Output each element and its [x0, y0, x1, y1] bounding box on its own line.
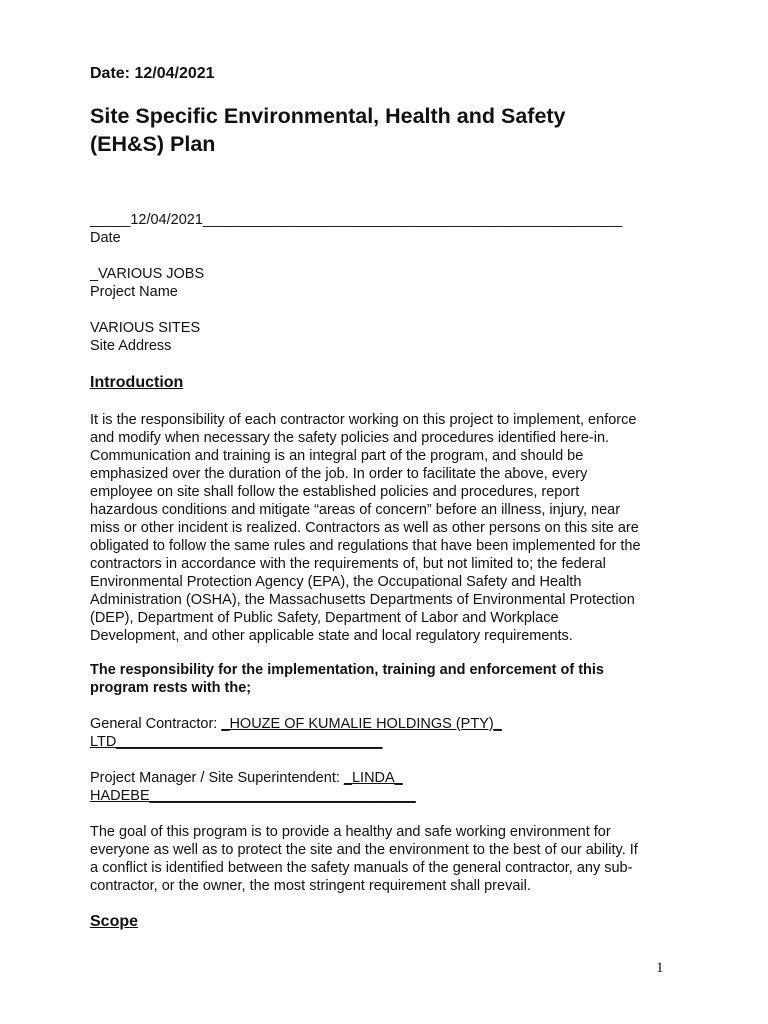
intro-line: (DEP), Department of Public Safety, Department of Labor and Workplace — [90, 610, 559, 626]
site-address-label: Site Address — [90, 338, 172, 354]
goal-line: contractor, or the owner, the most stringent requirement shall prevail. — [90, 878, 531, 894]
intro-line: It is the responsibility of each contractor working on this project to implement, enforce — [90, 412, 637, 428]
intro-line: emphasized over the duration of the job. In order to facilitate the above, every — [90, 466, 588, 482]
general-contractor-label: General Contractor: — [90, 716, 222, 732]
project-name-label: Project Name — [90, 284, 178, 300]
date-suffix-blank: ____________________________________________________ — [202, 212, 623, 228]
date-prefix-blank: _____ — [90, 212, 131, 228]
document-title — [90, 102, 566, 158]
general-contractor-value-cont: LTD_________________________________ — [90, 734, 383, 750]
date-value: 12/04/2021 — [130, 212, 203, 228]
date-field-label: Date — [90, 230, 121, 246]
scope-heading: Scope — [90, 913, 139, 930]
intro-line: contractors in accordance with the requirements of, but not limited to; the federal — [90, 556, 606, 572]
project-manager-label: Project Manager / Site Superintendent: — [90, 770, 344, 786]
intro-line: Environmental Protection Agency (EPA), the Occupational Safety and Health — [90, 574, 582, 590]
title-line-1: Site Specific Environmental, Health and Safety — [90, 104, 566, 128]
page-number: 1 — [656, 960, 664, 976]
site-address-value: VARIOUS SITES — [90, 320, 201, 336]
document-date: Date: 12/04/2021 — [90, 65, 215, 82]
goal-paragraph — [90, 823, 690, 895]
responsibility-statement — [90, 661, 690, 697]
title-line-2: (EH&S) Plan — [90, 132, 216, 156]
intro-line: employee on site shall follow the established policies and procedures, report — [90, 484, 580, 500]
responsibility-line: The responsibility for the implementation, training and enforcement of this — [90, 662, 604, 678]
goal-line: everyone as well as to protect the site and the environment to the best of our ability. If — [90, 842, 638, 858]
project-manager-field — [90, 769, 403, 787]
intro-line: miss or other incident is realized. Contractors as well as other persons on this site are — [90, 520, 639, 536]
general-contractor-value: _HOUZE OF KUMALIE HOLDINGS (PTY)_ — [221, 716, 502, 732]
goal-line: a conflict is identified between the safety manuals of the general contractor, any sub- — [90, 860, 633, 876]
general-contractor-field — [90, 715, 502, 733]
intro-line: Development, and other applicable state and local regulatory requirements. — [90, 628, 573, 644]
intro-line: Administration (OSHA), the Massachusetts Departments of Environmental Protection — [90, 592, 635, 608]
project-name-value: _VARIOUS JOBS — [90, 266, 205, 282]
intro-line: obligated to follow the same rules and regulations that have been implemented for the — [90, 538, 641, 554]
project-manager-value: _LINDA_ — [343, 770, 403, 786]
intro-line: hazardous conditions and mitigate “areas of concern” before an illness, injury, near — [90, 502, 621, 518]
date-field-value — [90, 211, 622, 229]
intro-line: and modify when necessary the safety policies and procedures identified here-in. — [90, 430, 610, 446]
introduction-paragraph — [90, 411, 690, 645]
introduction-heading: Introduction — [90, 374, 184, 391]
goal-line: The goal of this program is to provide a healthy and safe working environment for — [90, 824, 611, 840]
intro-line: Communication and training is an integral part of the program, and should be — [90, 448, 584, 464]
project-manager-value-cont: HADEBE_________________________________ — [90, 788, 416, 804]
responsibility-line: program rests with the; — [90, 680, 252, 696]
